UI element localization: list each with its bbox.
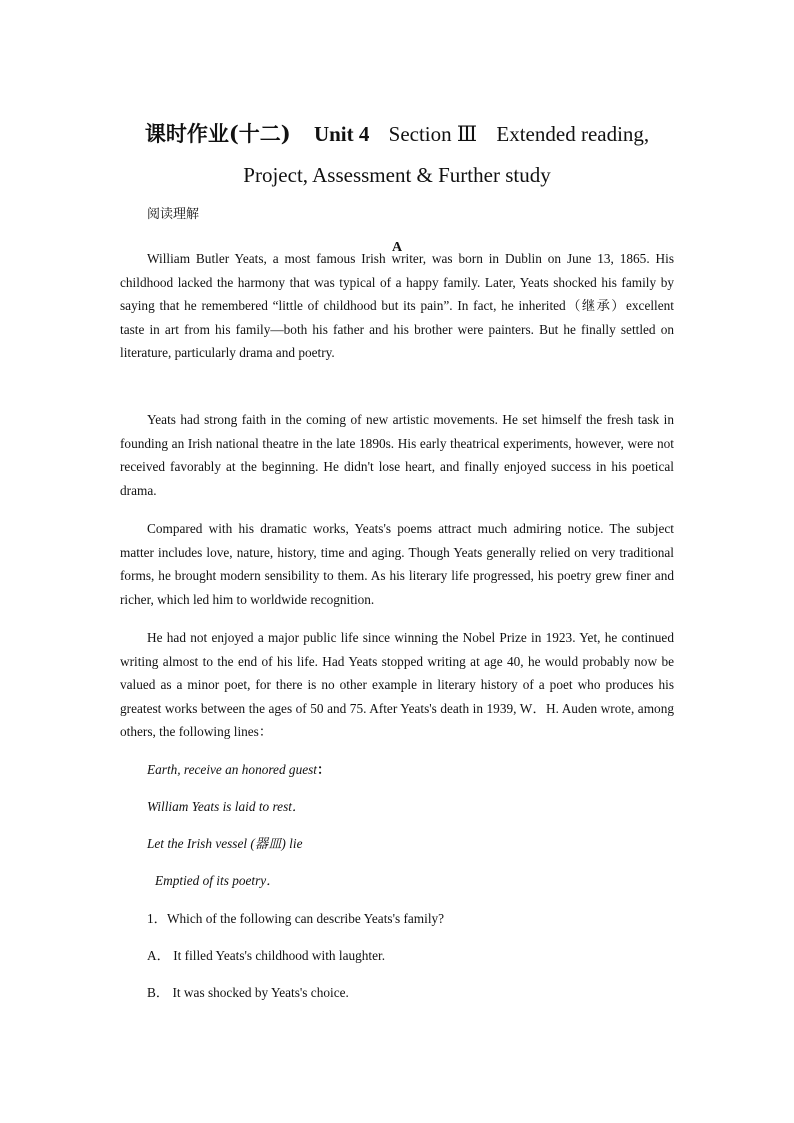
paragraph-1: William Butler Yeats, a most famous Irish writer, was born in Dublin on June 13, 1865. His childhood lacked the harmony that was typical of a happy family. Later, Yeats shocked his family by saying that he remembered “little of childhood but its pain”. In fact, he inherited（继承）excellent taste in art from his family—both his father and his brother were painters. But he finally settled on literature, particularly drama and poetry. <box>120 251 674 360</box>
poem-line-1-text: Earth, receive an honored guest <box>147 762 317 777</box>
passage-label: A <box>391 240 403 255</box>
section-label: 阅读理解 <box>147 207 200 222</box>
paragraph-4: He had not enjoyed a major public life since winning the Nobel Prize in 1923. Yet, he continued writing almost to the end of his life. Had Yeats stopped writing at age 40, he would probably now be valued as a minor poet, for there is no other example in literary history of a poet who produces his greatest works between the ages of 50 and 75. After Yeats's death in 1939, W．H. Auden wrote, among others, the following lines： <box>120 630 674 739</box>
poem-line-4: Emptied of its poetry． <box>155 873 280 888</box>
page-title <box>0 121 794 147</box>
paragraph-3: Compared with his dramatic works, Yeats's poems attract much admiring notice. The subject matter includes love, nature, history, time and aging. Though Yeats generally relied on very traditional forms, he brought modern sensibility to them. As his literary life progressed, his poetry grew finer and richer, which led him to worldwide recognition. <box>120 521 674 607</box>
page-title-line2: Project, Assessment & Further study <box>243 163 551 187</box>
poem-line-2: William Yeats is laid to rest． <box>147 799 306 814</box>
title-unit: Unit 4 <box>313 122 370 146</box>
title-cn: 课时作业(十二) <box>144 121 291 146</box>
poem-line-3: Let the Irish vessel (器皿) lie <box>147 836 303 851</box>
option-a: A． It filled Yeats's childhood with laughter. <box>147 948 386 963</box>
poem-line-1-colon: ： <box>316 762 331 777</box>
title-rest: Extended reading, <box>496 122 650 146</box>
title-section: Section Ⅲ <box>388 122 478 146</box>
paragraph-2: Yeats had strong faith in the coming of new artistic movements. He set himself the fresh task in founding an Irish national theatre in the late 1890s. His early theatrical experiments, however, were not received favorably at the beginning. He didn't lose heart, and finally enjoyed success in his poetical drama. <box>120 412 674 498</box>
question-stem: 1．Which of the following can describe Yeats's family? <box>147 911 445 926</box>
option-b: B． It was shocked by Yeats's choice. <box>147 985 349 1000</box>
poem-line-1 <box>147 760 330 780</box>
